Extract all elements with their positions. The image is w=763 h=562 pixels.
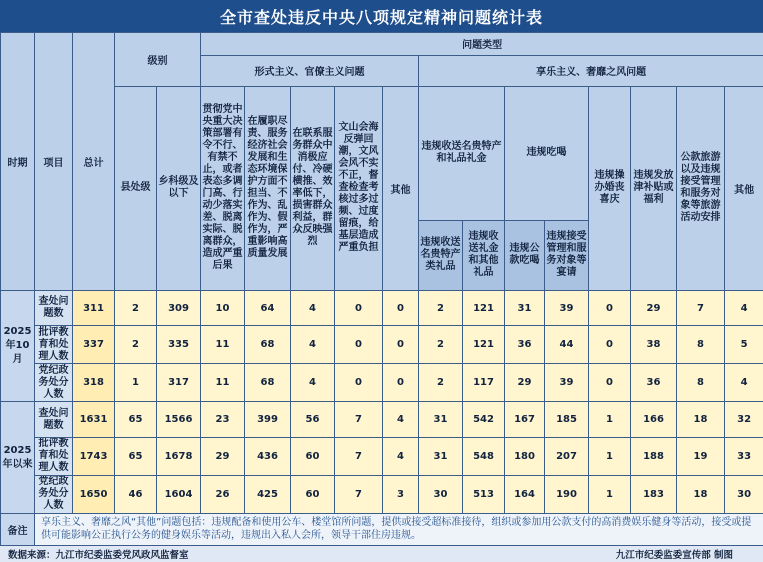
cell: 1566 [157, 402, 201, 437]
cell: 11 [201, 326, 245, 364]
cell: 513 [463, 475, 505, 513]
cell: 4 [291, 291, 335, 326]
cell: 399 [245, 402, 291, 437]
cell: 65 [115, 437, 157, 475]
cell: 425 [245, 475, 291, 513]
header-hedonism: 享乐主义、奢靡之风问题 [419, 55, 763, 86]
cell-total: 1631 [73, 402, 115, 437]
cell: 121 [463, 291, 505, 326]
cell: 11 [201, 364, 245, 402]
row-label: 党纪政务处分人数 [35, 364, 73, 402]
cell: 4 [383, 402, 419, 437]
cell: 207 [545, 437, 589, 475]
cell: 548 [463, 437, 505, 475]
cell: 33 [725, 437, 763, 475]
cell: 29 [631, 291, 677, 326]
header-meal-2: 违规接受管理和服务对象等宴请 [545, 220, 589, 290]
cell: 0 [589, 291, 631, 326]
cell: 0 [589, 364, 631, 402]
header-gift-group: 违规收送名贵特产和礼品礼金 [419, 86, 505, 220]
cell: 2 [419, 326, 463, 364]
note-label: 备注 [1, 513, 35, 545]
cell: 29 [201, 437, 245, 475]
cell: 68 [245, 364, 291, 402]
note-text: 享乐主义、奢靡之风“其他”问题包括：违规配备和使用公车、楼堂馆所问题，提供或接受超标准接待，组织或参加用公款支付的高消费娱乐健身等活动，接受或提供可能影响公正执行公务的健身娱乐等活动，违规出入私人会所，领导干部住房违规。 [35, 513, 763, 545]
cell: 60 [291, 475, 335, 513]
header-gift-2: 违规收送礼金和其他礼品 [463, 220, 505, 290]
cell: 36 [505, 326, 545, 364]
cell: 1604 [157, 475, 201, 513]
row-label: 批评教育和处理人数 [35, 437, 73, 475]
header-formalism-4: 文山会海反弹回潮，文风会风不实不正，督查检查考核过多过频、过度留痕，给基层造成严重负担 [335, 86, 383, 290]
cell: 2 [419, 291, 463, 326]
cell: 68 [245, 326, 291, 364]
cell: 4 [291, 326, 335, 364]
cell: 1 [589, 475, 631, 513]
header-item: 项目 [35, 33, 73, 291]
header-wedding: 违规操办婚丧喜庆 [589, 86, 631, 290]
cell: 19 [677, 437, 725, 475]
cell: 180 [505, 437, 545, 475]
cell: 7 [335, 437, 383, 475]
table-row [1, 364, 763, 402]
header-formalism: 形式主义、官僚主义问题 [201, 55, 419, 86]
cell: 8 [677, 326, 725, 364]
cell: 38 [631, 326, 677, 364]
table-row [1, 437, 763, 475]
cell: 8 [677, 364, 725, 402]
header-problem-type: 问题类型 [201, 33, 763, 56]
row-label: 批评教育和处理人数 [35, 326, 73, 364]
cell: 39 [545, 291, 589, 326]
row-label: 党纪政务处分人数 [35, 475, 73, 513]
header-level: 级别 [115, 33, 201, 87]
header-formalism-other: 其他 [383, 86, 419, 290]
cell: 2 [115, 326, 157, 364]
cell: 1 [115, 364, 157, 402]
cell: 23 [201, 402, 245, 437]
cell: 1 [589, 437, 631, 475]
cell: 56 [291, 402, 335, 437]
cell-total: 1650 [73, 475, 115, 513]
cell: 0 [335, 291, 383, 326]
cell: 117 [463, 364, 505, 402]
period-label: 2025年10月 [1, 291, 35, 402]
header-meal-1: 违规公款吃喝 [505, 220, 545, 290]
cell: 7 [335, 402, 383, 437]
cell: 18 [677, 475, 725, 513]
cell: 190 [545, 475, 589, 513]
cell: 183 [631, 475, 677, 513]
cell-total: 337 [73, 326, 115, 364]
cell: 166 [631, 402, 677, 437]
cell: 167 [505, 402, 545, 437]
cell: 4 [725, 364, 763, 402]
period-label: 2025年以来 [1, 402, 35, 513]
cell: 309 [157, 291, 201, 326]
cell: 30 [725, 475, 763, 513]
cell: 7 [677, 291, 725, 326]
header-hedonism-other: 其他 [725, 86, 763, 290]
cell: 10 [201, 291, 245, 326]
cell: 1 [589, 402, 631, 437]
cell: 0 [335, 326, 383, 364]
cell: 29 [505, 364, 545, 402]
header-total: 总计 [73, 33, 115, 291]
cell: 3 [383, 475, 419, 513]
cell: 188 [631, 437, 677, 475]
cell-total: 318 [73, 364, 115, 402]
footer [0, 546, 763, 562]
header-travel: 公款旅游以及违规接受管理和服务对象等旅游活动安排 [677, 86, 725, 290]
cell: 1678 [157, 437, 201, 475]
cell: 0 [383, 364, 419, 402]
cell: 185 [545, 402, 589, 437]
cell: 121 [463, 326, 505, 364]
cell: 4 [291, 364, 335, 402]
cell: 39 [545, 364, 589, 402]
cell: 32 [725, 402, 763, 437]
cell: 335 [157, 326, 201, 364]
cell: 7 [335, 475, 383, 513]
cell: 0 [589, 326, 631, 364]
row-label: 查处问题数 [35, 402, 73, 437]
header-period: 时期 [1, 33, 35, 291]
cell: 0 [383, 326, 419, 364]
table-row [1, 402, 763, 437]
cell: 18 [677, 402, 725, 437]
table-row [1, 326, 763, 364]
cell: 64 [245, 291, 291, 326]
header-formalism-1: 贯彻党中央重大决策部署有令不行、有禁不止，或者表态多调门高、行动少落实差、脱离实际、脱离群众，造成严重后果 [201, 86, 245, 290]
row-label: 查处问题数 [35, 291, 73, 326]
cell: 26 [201, 475, 245, 513]
cell: 31 [419, 402, 463, 437]
header-allowance: 违规发放津补贴或福利 [631, 86, 677, 290]
page-title: 全市查处违反中央八项规定精神问题统计表 [0, 0, 763, 32]
cell: 2 [115, 291, 157, 326]
header-gift-1: 违规收送名贵特产类礼品 [419, 220, 463, 290]
statistics-table [0, 32, 763, 546]
cell: 0 [335, 364, 383, 402]
cell: 4 [383, 437, 419, 475]
cell: 2 [419, 364, 463, 402]
cell: 30 [419, 475, 463, 513]
cell: 5 [725, 326, 763, 364]
cell: 31 [505, 291, 545, 326]
table-row [1, 291, 763, 326]
cell: 317 [157, 364, 201, 402]
cell-total: 1743 [73, 437, 115, 475]
cell: 164 [505, 475, 545, 513]
header-county-level: 县处级 [115, 86, 157, 290]
header-formalism-3: 在联系服务群众中消极应付、冷硬横推、效率低下，损害群众利益，群众反映强烈 [291, 86, 335, 290]
cell: 542 [463, 402, 505, 437]
table-row [1, 475, 763, 513]
cell: 4 [725, 291, 763, 326]
cell: 436 [245, 437, 291, 475]
header-township-level: 乡科级及以下 [157, 86, 201, 290]
cell: 44 [545, 326, 589, 364]
cell: 60 [291, 437, 335, 475]
cell: 65 [115, 402, 157, 437]
data-source: 数据来源：九江市纪委监委党风政风监督室 [8, 550, 189, 561]
cell: 46 [115, 475, 157, 513]
cell: 0 [383, 291, 419, 326]
cell-total: 311 [73, 291, 115, 326]
header-formalism-2: 在履职尽责、服务经济社会发展和生态环境保护方面不担当、不作为、乱作为、假作为，严重影响高质量发展 [245, 86, 291, 290]
header-meal-group: 违规吃喝 [505, 86, 589, 220]
cell: 36 [631, 364, 677, 402]
cell: 31 [419, 437, 463, 475]
chart-maker: 九江市纪委监委宣传部 制图 [615, 550, 733, 561]
